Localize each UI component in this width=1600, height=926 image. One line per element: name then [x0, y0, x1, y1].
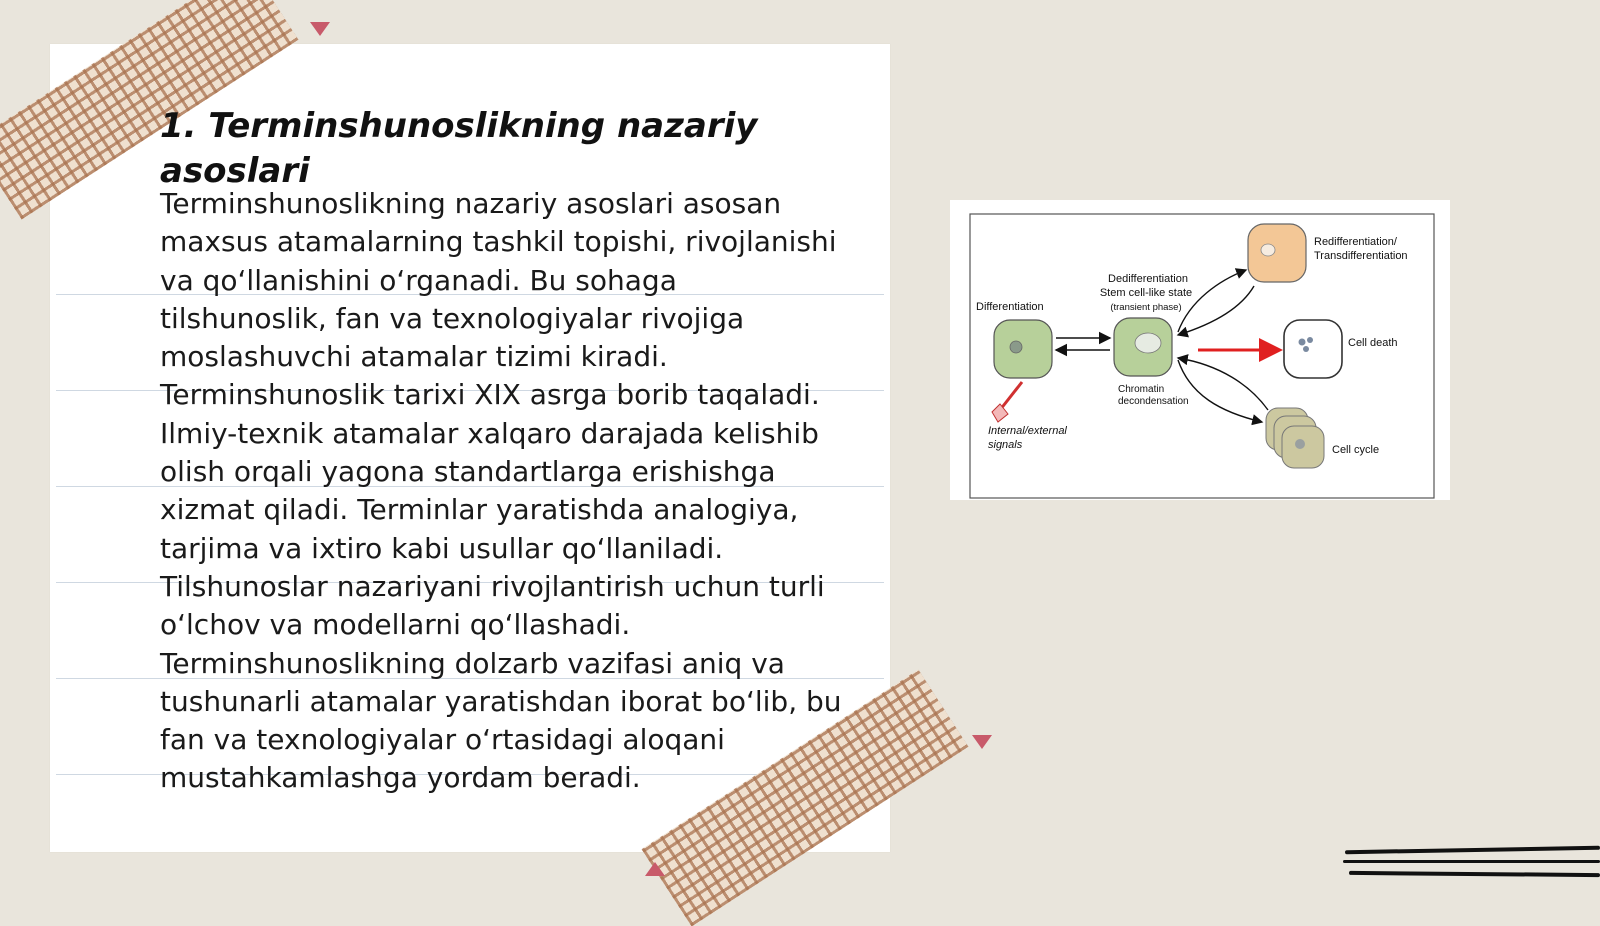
label-transdifferentiation: Transdifferentiation [1314, 250, 1408, 262]
label-stem-cell-state: Stem cell-like state [1099, 287, 1193, 299]
label-cell-death: Cell death [1348, 337, 1398, 349]
tape-pin-icon [645, 862, 665, 876]
label-dedifferentiation: Dedifferentiation [1108, 273, 1188, 285]
cell-nucleus [1295, 439, 1305, 449]
label-chromatin: Chromatin [1118, 384, 1165, 395]
redifferentiated-cell [1248, 224, 1306, 282]
cell-nucleus [1261, 244, 1275, 256]
label-redifferentiation: Redifferentiation/ [1314, 236, 1397, 248]
label-differentiation: Differentiation [976, 301, 1044, 313]
nucleus-fragment [1303, 346, 1309, 352]
label-internal-external: Internal/external [988, 425, 1067, 437]
tape-pin-icon [310, 22, 330, 36]
nucleus-fragment [1307, 337, 1313, 343]
nucleus-fragment [1299, 339, 1306, 346]
label-transient-phase: (transient phase) [1110, 302, 1182, 313]
cell-nucleus [1135, 333, 1161, 353]
label-decondensation: decondensation [1118, 396, 1189, 407]
slide-title: 1. Terminshunoslikning nazariy asoslari [160, 106, 758, 191]
decorative-lines [1345, 846, 1600, 886]
differentiated-cell [994, 320, 1052, 378]
slide-body-text: Terminshunoslikning nazariy asoslari asosan maxsus atamalarning tashkil topishi, rivojlanishi va qo‘llanishini o‘rganadi. Bu sohaga tilshunoslik, fan va texnologiyalar rivojiga moslashuvchi atamalar tizimi kiradi. Terminshunoslik tarixi XIX asrga borib taqaladi. Ilmiy-texnik atamalar xalqaro darajada kelishib olish orqali yagona standartlarga erishishga xizmat qiladi. Terminlar yaratishda analogiya, tarjima va ixtiro kabi usullar qo‘llaniladi. Tilshunoslar nazariyani rivojlantirish uchun turli o‘lchov va modellarni qo‘llashadi. Terminshunoslikning dolzarb vazifasi aniq va tushunarli atamalar yaratishdan iborat bo‘lib, bu fan va texnologiyalar o‘rtasidagi aloqani mustahkamlashga yordam beradi. [160, 187, 842, 795]
label-signals: signals [988, 439, 1023, 451]
cell-diagram [950, 200, 1450, 500]
tape-pin-icon [972, 735, 992, 749]
label-cell-cycle: Cell cycle [1332, 444, 1380, 456]
dead-cell [1284, 320, 1342, 378]
cell-nucleus [1010, 341, 1022, 353]
